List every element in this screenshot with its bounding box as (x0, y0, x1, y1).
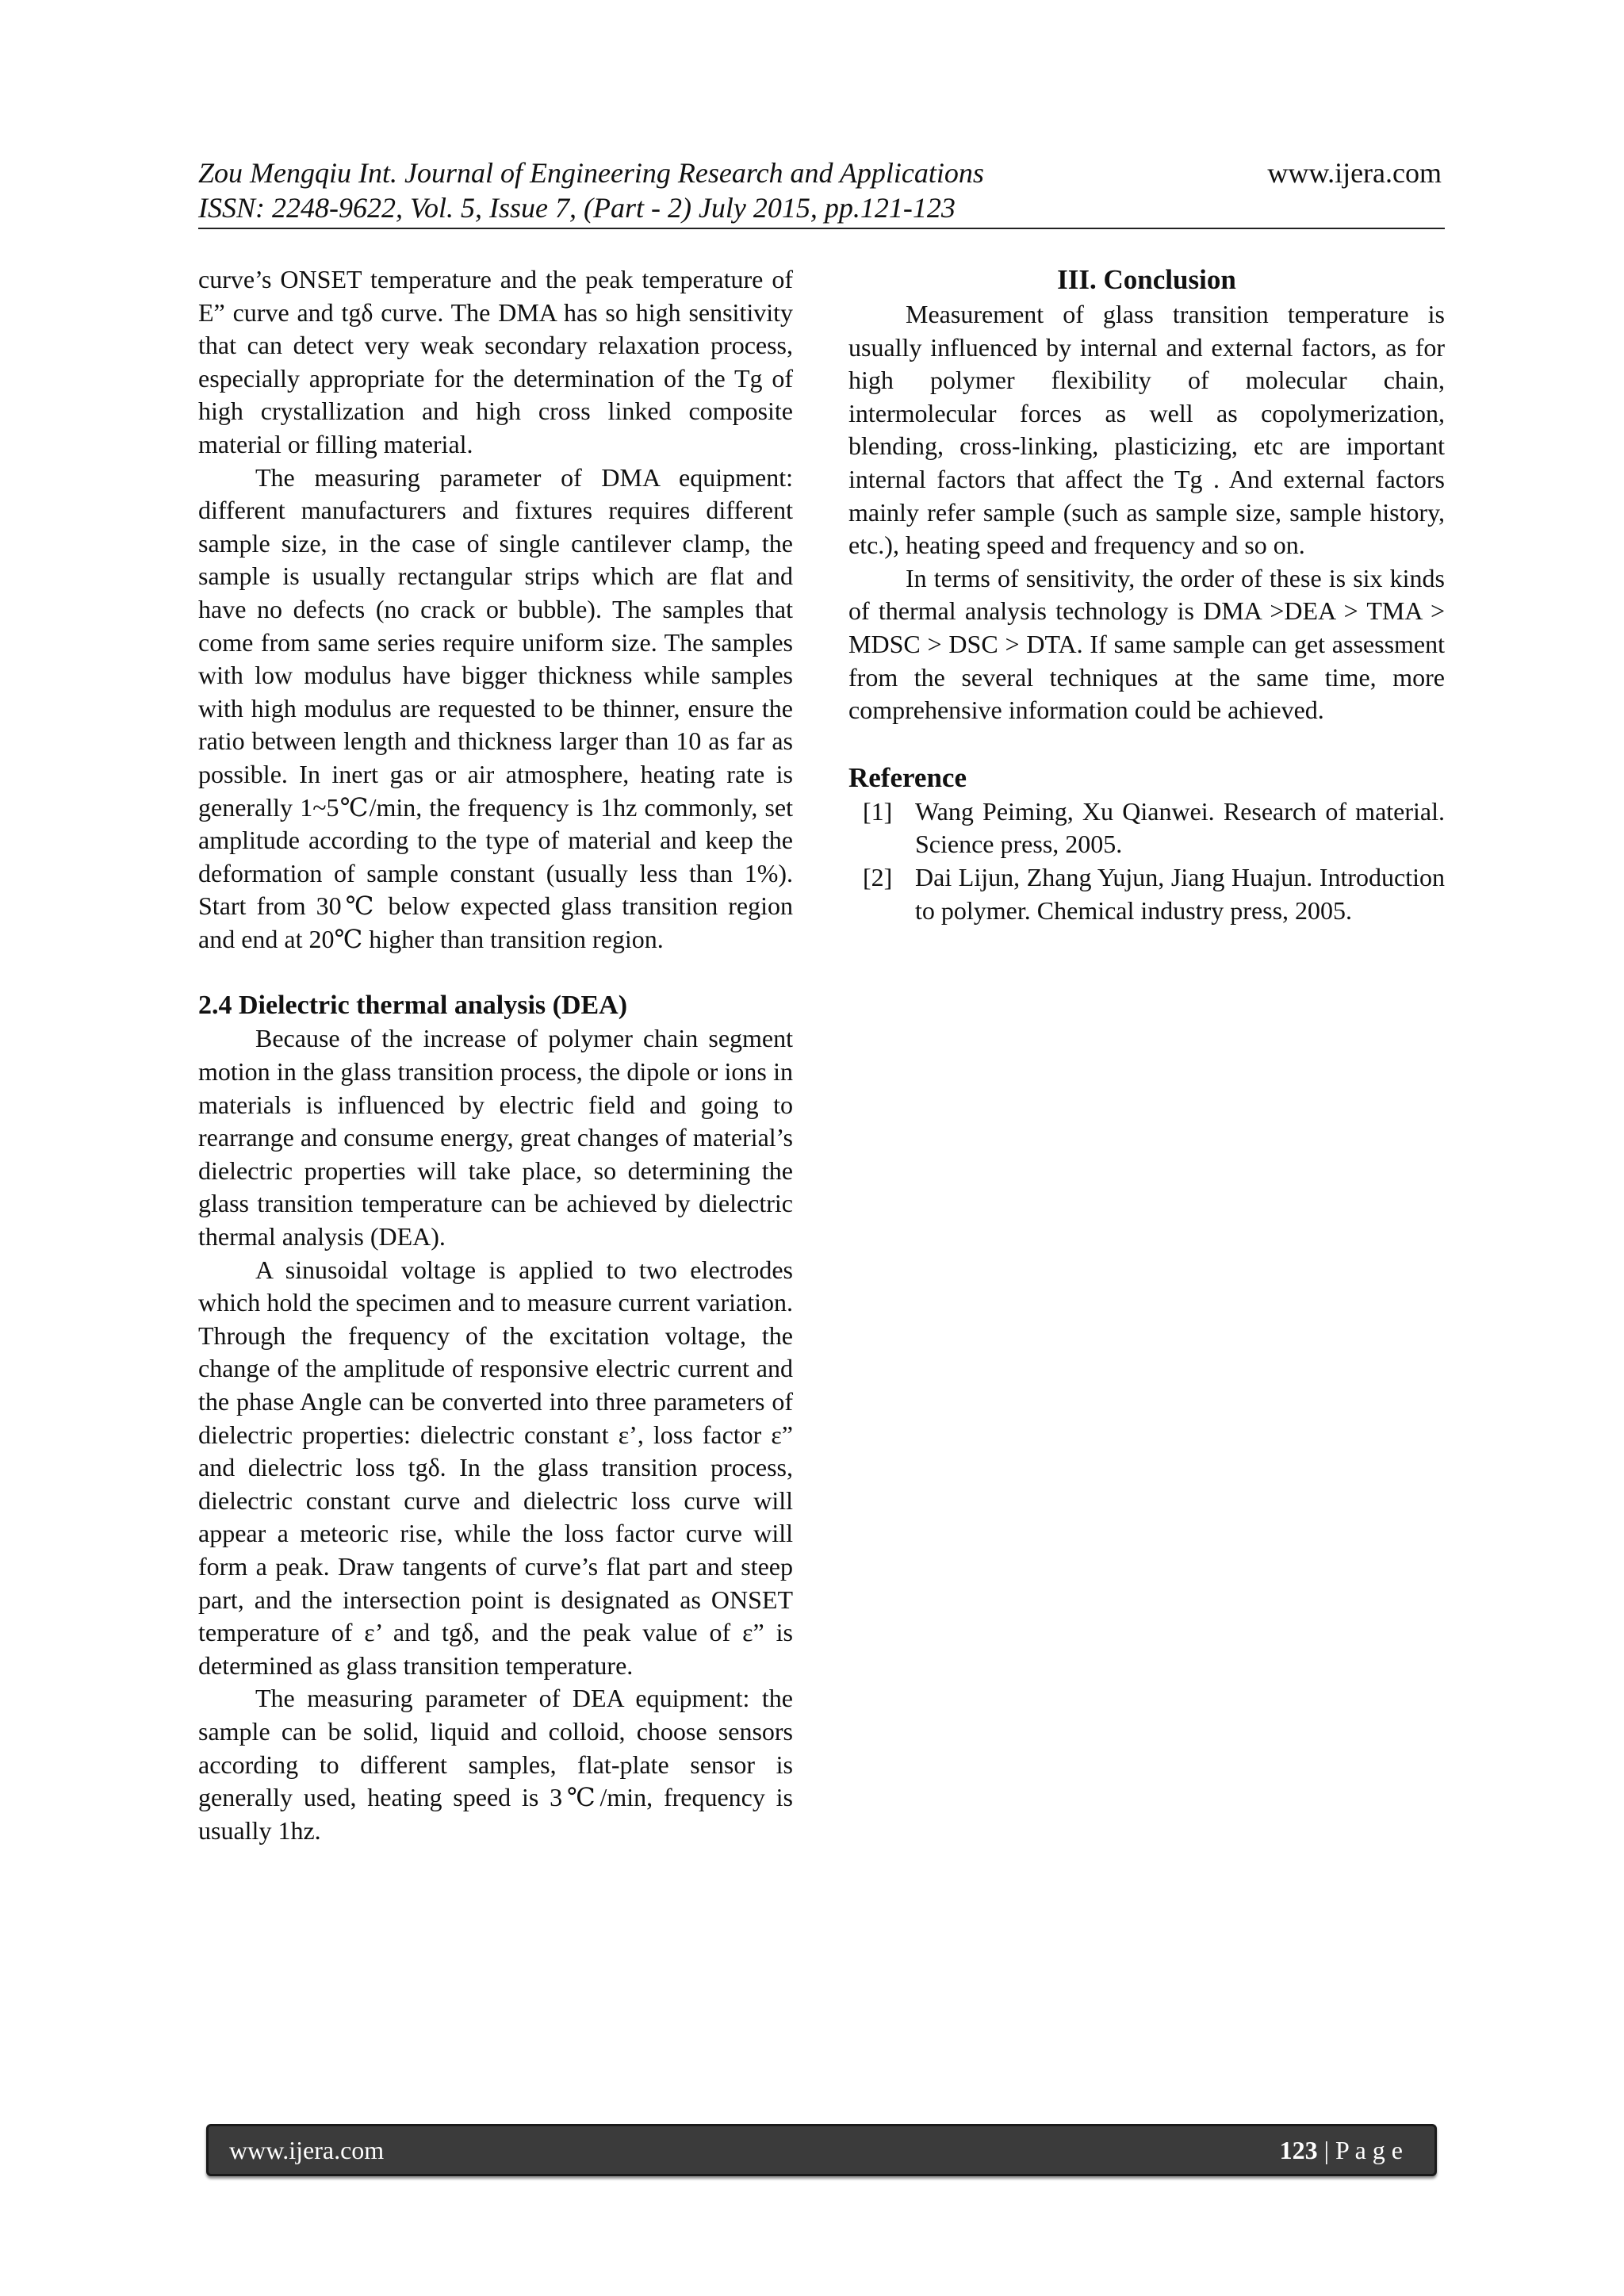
paragraph-conclusion-factors: Measurement of glass transition temperature is usually influenced by internal and external factors, as for high polymer flexibility of molecular chain, intermolecular forces as well as copolymerization, blending, cross-linking, plasticizing, etc are important internal factors that affect the Tg . And external factors mainly refer sample (such as sample size, sample history, etc.), heating speed and frequency and so on. (848, 300, 1445, 560)
paragraph-dma-parameters: The measuring parameter of DMA equipment: different manufacturers and fixtures requires different sample size, in the case of single cantilever clamp, the sample is usually rectangular strips which are flat and have no defects (no crack or bubble). The samples that come from same series require uniform size. The samples with low modulus have bigger thickness while samples with high modulus are requested to be thinner, ensure the ratio between length and thickness larger than 10 as far as possible. In inert gas or air atmosphere, heating rate is generally 1~5℃/min, the frequency is 1hz commonly, set amplitude according to the type of material and keep the deformation of sample constant (usually less than 1%). Start from 30℃ below expected glass transition region and end at 20℃ higher than transition region. (198, 462, 793, 953)
section-heading-dea: 2.4 Dielectric thermal analysis (DEA) (198, 991, 628, 1021)
paragraph-conclusion-sensitivity: In terms of sensitivity, the order of these is six kinds of thermal analysis technology is DMA >DEA > TMA > MDSC > DSC > DTA. If same sample can get assessment from the several techniques at the same time, more comprehensive information could be achieved. (848, 563, 1445, 725)
reference-number: [2] (863, 862, 893, 891)
page-number: 123 (1279, 2135, 1318, 2164)
issn-line: ISSN: 2248-9622, Vol. 5, Issue 7, (Part - 2) July 2015, pp.121-123 (198, 192, 956, 224)
footer-website: www.ijera.com (229, 2135, 385, 2164)
conclusion-heading: III. Conclusion (1057, 264, 1236, 295)
reference-heading: Reference (848, 761, 967, 793)
header-rule (198, 228, 1445, 229)
paragraph-dma-sensitivity: curve’s ONSET temperature and the peak temperature of E” curve and tgδ curve. The DMA has so high sensitivity that can detect very weak secondary relaxation process, especially appropriate for the determination of the Tg of high crystallization and high cross linked composite material or filling material. (198, 265, 793, 458)
reference-item (848, 795, 1445, 861)
reference-text: Wang Peiming, Xu Qianwei. Research of material. Science press, 2005. (915, 796, 1445, 859)
paragraph-dea-intro: Because of the increase of polymer chain segment motion in the glass transition process, the dipole or ions in materials is influenced by electric field and going to rearrange and consume energy, great changes of material’s dielectric properties will take place, so determining the glass transition temperature can be achieved by dielectric thermal analysis (DEA). (198, 1024, 793, 1251)
page-footer (206, 2124, 1437, 2176)
reference-number: [1] (863, 796, 893, 826)
paragraph-dea-method: A sinusoidal voltage is applied to two electrodes which hold the specimen and to measure current variation. Through the frequency of the excitation voltage, the change of the amplitude of responsive electric current and the phase Angle can be converted into three parameters of dielectric properties: dielectric constant ε’, loss factor ε” and dielectric loss tgδ. In the glass transition process, dielectric constant curve and dielectric loss curve will appear a meteoric rise, while the loss factor curve will form a peak. Draw tangents of curve’s flat part and steep part, and the intersection point is designated as ONSET temperature of ε’ and tgδ, and the peak value of ε” is determined as glass transition temperature. (198, 1255, 793, 1680)
paragraph-dea-parameters: The measuring parameter of DEA equipment: the sample can be solid, liquid and colloid, choose sensors according to different samples, flat-plate sensor is generally used, heating speed is 3℃/min, frequency is usually 1hz. (198, 1684, 793, 1845)
footer-page-indicator (1280, 2136, 1403, 2165)
page-header (198, 155, 1442, 225)
reference-text: Dai Lijun, Zhang Yujun, Jiang Huajun. Introduction to polymer. Chemical industry press, 2005. (915, 862, 1445, 925)
left-column (198, 263, 793, 1847)
right-column (848, 263, 1445, 927)
page-label: | P a g e (1317, 2135, 1403, 2164)
journal-citation-line: Zou Mengqiu Int. Journal of Engineering Research and Applications (198, 157, 984, 189)
reference-item (848, 861, 1445, 927)
header-website: www.ijera.com (1267, 157, 1442, 189)
